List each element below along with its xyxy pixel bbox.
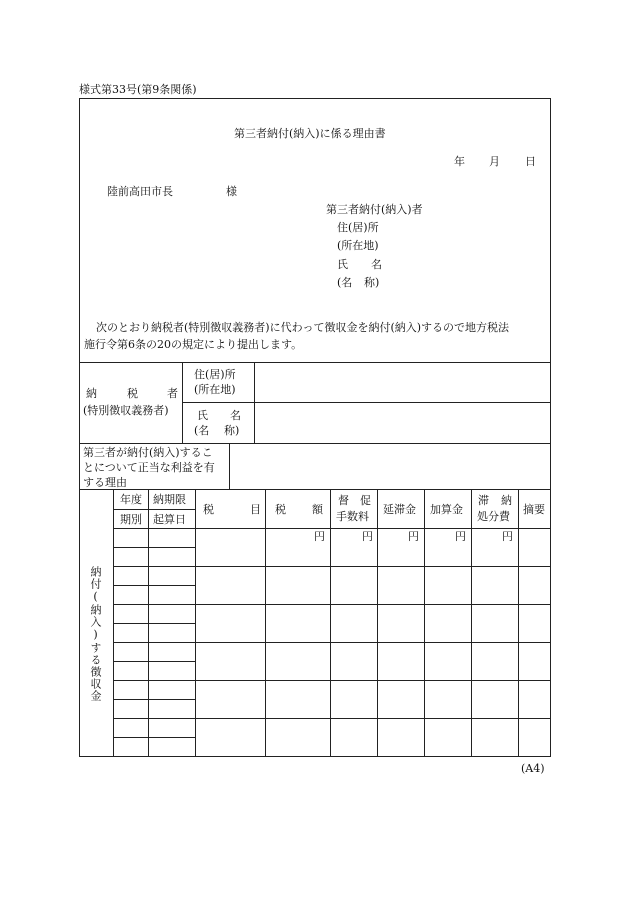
rule-row-2 [113,604,551,605]
body-text-line2: 施行令第6条の20の規定により提出します。 [84,338,303,351]
taxpayer-title-label-a: (名 [194,424,210,437]
header-year: 年度 [120,493,142,506]
addressee-honorific: 様 [226,185,237,198]
taxpayer-name-label-b: 名 [230,409,241,422]
submitter-name-label-a: 氏 [337,258,348,271]
submitter-title-label-a: (名 [337,276,353,289]
form-title: 第三者納付(納入)に係る理由書 [234,127,386,140]
rule-row-s6 [113,737,195,738]
date-year: 年 [454,155,465,168]
submitter-name-label-b: 名 [371,258,382,271]
rule-table-v-due [195,489,196,757]
reason-label-line2: とについて正当な利益を有 [83,461,215,474]
header-tax-amount-b: 額 [312,503,323,516]
header-surcharge: 加算金 [430,503,463,516]
header-disposal-top-a: 滞 [478,494,489,507]
rule-taxpayer-mid [182,402,551,403]
rule-row-s2 [113,585,195,586]
unit-tax-amount: 円 [314,530,325,543]
rule-row-4 [113,680,551,681]
rule-row-s5 [113,699,195,700]
table-side-label: 納付(納入)する徴収金 [89,566,102,702]
rule-row-s4 [113,661,195,662]
rule-reason-bottom [79,489,551,490]
header-disposal-top-b: 納 [501,494,512,507]
rule-row-s3 [113,623,195,624]
header-tax-item-a: 税 [203,503,214,516]
rule-table-v-item [265,489,266,757]
taxpayer-label-c: 者 [167,387,178,400]
rule-row-1 [113,566,551,567]
rule-row-5 [113,718,551,719]
submitter-address-label: 住(居)所 [337,221,379,234]
rule-taxpayer-v1 [182,362,183,443]
paper-size-note: (A4) [521,762,545,775]
rule-table-v-amount [330,489,331,757]
taxpayer-name-label-a: 氏 [197,409,208,422]
rule-table-v-disposal [518,489,519,757]
taxpayer-location-label: (所在地) [194,383,236,396]
unit-fee: 円 [362,530,373,543]
reason-label-line3: する理由 [83,476,127,489]
rule-taxpayer-top [79,362,551,363]
rule-table-header-split [113,509,195,510]
taxpayer-address-label: 住(居)所 [194,368,236,381]
header-start-date: 起算日 [153,513,186,526]
taxpayer-sub-label: (特別徴収義務者) [83,404,169,417]
header-fee-top-b: 促 [360,494,371,507]
taxpayer-label-b: 税 [127,387,138,400]
rule-reason-v [229,443,230,489]
date-day: 日 [525,155,536,168]
unit-disposal: 円 [502,530,513,543]
taxpayer-title-label-b: 称) [224,424,240,437]
rule-taxpayer-bottom [79,443,551,444]
reason-label-line1: 第三者が納付(納入)するこ [83,446,213,459]
rule-taxpayer-v2 [254,362,255,443]
header-delay-charge: 延滞金 [383,503,416,516]
header-memo: 摘要 [523,503,545,516]
rule-row-s1 [113,547,195,548]
header-fee-top-a: 督 [338,494,349,507]
header-disposal-bottom: 処分費 [477,510,510,523]
header-tax-amount-a: 税 [275,503,286,516]
submitter-heading: 第三者納付(納入)者 [326,203,423,216]
rule-table-header-bottom [113,528,551,529]
rule-table-v-delay [424,489,425,757]
date-month: 月 [489,155,500,168]
unit-delay: 円 [408,530,419,543]
submitter-location-label: (所在地) [337,239,379,252]
body-text-line1: 次のとおり納税者(特別徴収義務者)に代わって徴収金を納付(納入)するので地方税法 [96,321,510,334]
header-term: 期別 [120,513,142,526]
rule-row-3 [113,642,551,643]
header-tax-item-b: 目 [250,503,261,516]
rule-table-v-surcharge [471,489,472,757]
header-fee-bottom: 手数料 [336,510,369,523]
unit-surcharge: 円 [455,530,466,543]
header-due-date: 納期限 [153,493,186,506]
rule-table-v-fee [377,489,378,757]
addressee-name: 陸前高田市長 [107,185,173,198]
taxpayer-label-a: 納 [86,387,97,400]
form-number-label: 様式第33号(第9条関係) [79,83,197,96]
submitter-title-label-b: 称) [364,276,380,289]
